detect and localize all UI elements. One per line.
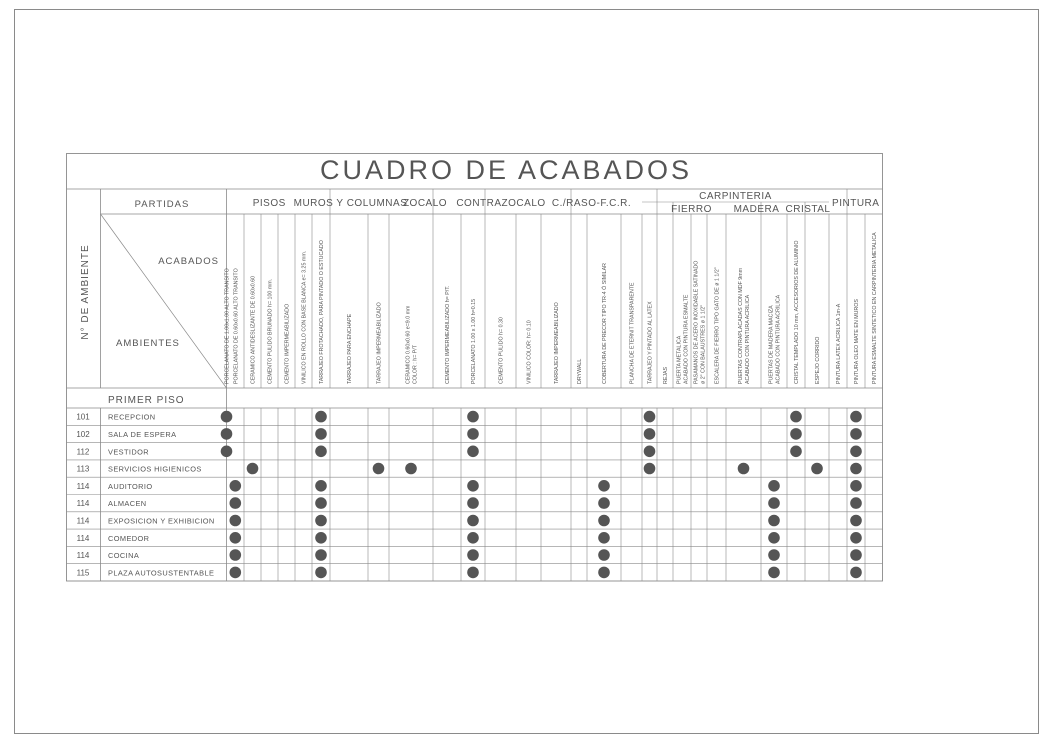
ambiente-name: VESTIDOR xyxy=(108,447,149,457)
finish-mark xyxy=(467,411,479,423)
ambiente-number: 102 xyxy=(76,429,90,439)
finish-mark xyxy=(467,515,479,527)
finish-mark xyxy=(315,428,327,440)
finish-mark xyxy=(221,446,233,458)
group-headers xyxy=(253,191,880,215)
group-header: ZOCALO xyxy=(402,198,448,209)
ambiente-name: SALA DE ESPERA xyxy=(108,429,177,439)
finish-mark xyxy=(850,411,862,423)
finish-mark xyxy=(850,497,862,509)
ambientes-header: AMBIENTES xyxy=(116,338,180,349)
finish-mark xyxy=(598,497,610,509)
group-header: PISOS xyxy=(252,198,286,209)
finish-mark xyxy=(644,446,656,458)
ambiente-number: 114 xyxy=(76,551,90,561)
column-headers xyxy=(225,232,878,384)
group-header: MUROS Y COLUMNAS xyxy=(293,198,408,209)
column-header: ACABADO CON PINTURA ACRILICA xyxy=(745,294,751,384)
ambiente-number: 115 xyxy=(76,568,90,578)
column-header: REJAS xyxy=(663,366,669,384)
ambiente-name: PLAZA AUTOSUSTENTABLE xyxy=(108,568,215,578)
column-header: ACABADO CON PINTURA ACRILICA xyxy=(775,294,782,384)
ambiente-number: 113 xyxy=(76,464,90,474)
finish-mark xyxy=(598,480,610,492)
finish-mark xyxy=(644,428,656,440)
finish-mark xyxy=(315,567,327,579)
column-header: TARRAJEO IMPERMEABILIZADO xyxy=(376,302,383,384)
column-header: DRYWALL xyxy=(577,358,583,384)
subgroup-header: FIERRO xyxy=(671,204,712,215)
finish-mark xyxy=(467,567,479,579)
finish-mark xyxy=(467,549,479,561)
table-row xyxy=(77,549,862,561)
ambiente-name: EXPOSICION Y EXHIBICION xyxy=(108,516,215,526)
finish-mark xyxy=(768,497,780,509)
finish-mark xyxy=(738,463,750,475)
finish-mark xyxy=(247,463,259,475)
finish-mark xyxy=(598,549,610,561)
column-header: VINILICO COLOR: h= 0.10 xyxy=(526,320,533,384)
table-row xyxy=(77,446,862,458)
group-header: C./RASO-F.C.R. xyxy=(551,198,632,209)
finish-mark xyxy=(467,446,479,458)
column-header: PORCELANATO DE 0.60x0.60 ALTO TRANSITO xyxy=(233,268,240,384)
finish-mark xyxy=(768,549,780,561)
ambiente-name: SERVICIOS HIGIENICOS xyxy=(108,464,202,474)
table-row xyxy=(77,567,862,579)
finish-mark xyxy=(790,446,802,458)
finish-mark xyxy=(315,480,327,492)
group-header: CONTRAZOCALO xyxy=(456,198,546,209)
finish-mark xyxy=(850,515,862,527)
column-header: PUERTAS DE MADERA MACIZA xyxy=(768,305,775,384)
subgroup-header: CRISTAL xyxy=(785,204,831,215)
group-header: PINTURA xyxy=(832,198,880,209)
column-header: ø 2" CON BALAUSTRES ø 1 1/2" xyxy=(700,304,707,384)
column-header: CRISTAL TEMPLADO 10 mm, ACCESORIOS DE ALUMINIO xyxy=(794,240,800,384)
column-header: CEMENTO IMPERMEABILIZADO h= P/T. xyxy=(445,285,451,384)
finish-mark xyxy=(850,428,862,440)
finish-mark xyxy=(315,532,327,544)
finish-mark xyxy=(644,463,656,475)
column-header: CEMENTO IMPERMEABILIZADO xyxy=(284,303,291,384)
column-header: CEMENTO PULIDO BRUNADO h= 100 mm. xyxy=(267,278,274,384)
column-header: COLOR : h= P/T xyxy=(412,344,419,384)
finish-mark xyxy=(315,411,327,423)
column-header: PUERTA METALICA xyxy=(676,335,683,384)
finish-mark xyxy=(405,463,417,475)
table-row xyxy=(77,515,862,527)
finish-mark xyxy=(230,549,242,561)
finish-mark xyxy=(850,446,862,458)
column-header: ESCALERA DE FIERRO TIPO GATO DE ø 1 1/2" xyxy=(714,267,721,384)
ambiente-number: 112 xyxy=(76,447,90,457)
column-header: PLANCHA DE ETERNIT TRANSPARENTE xyxy=(629,282,636,384)
finish-mark xyxy=(598,567,610,579)
finish-mark xyxy=(790,428,802,440)
finish-mark xyxy=(315,497,327,509)
finish-mark xyxy=(768,532,780,544)
table-row xyxy=(76,428,861,440)
finish-mark xyxy=(768,567,780,579)
finish-mark xyxy=(850,480,862,492)
partidas-header: PARTIDAS xyxy=(134,199,190,210)
ambiente-number: 114 xyxy=(76,516,90,526)
ambiente-name: RECEPCION xyxy=(108,412,156,422)
finish-mark xyxy=(315,515,327,527)
ambiente-number: 114 xyxy=(76,499,90,509)
ambiente-number-header: N° DE AMBIENTE xyxy=(80,244,91,340)
column-header: PASAMANOS DE ACERO INOXIDABLE SATINADO xyxy=(693,260,700,384)
finish-mark xyxy=(230,532,242,544)
ambiente-name: COMEDOR xyxy=(108,533,150,543)
ambiente-number: 114 xyxy=(76,481,90,491)
finish-mark xyxy=(850,549,862,561)
column-header: CERAMICO 0.60x0.60 e=9.0 mm xyxy=(405,305,412,384)
finish-mark xyxy=(230,515,242,527)
table-row xyxy=(77,497,862,509)
finish-mark xyxy=(315,549,327,561)
table-row xyxy=(77,463,862,475)
finish-mark xyxy=(467,532,479,544)
finish-mark xyxy=(598,515,610,527)
column-header: TARRAJEO Y PINTADO AL LATEX xyxy=(647,301,654,384)
finish-mark xyxy=(790,411,802,423)
finish-mark xyxy=(230,480,242,492)
table-row xyxy=(77,480,862,492)
column-header: CEMENTO PULIDO h= 0.30 xyxy=(498,317,505,384)
finish-mark xyxy=(850,463,862,475)
finish-mark xyxy=(598,532,610,544)
column-header: ACABADO CON PINTURA ESMALTE xyxy=(683,294,690,384)
finish-mark xyxy=(811,463,823,475)
acabados-header: ACABADOS xyxy=(158,256,219,267)
column-header: PINTURA LATEX ACRILICA 1m-A xyxy=(836,303,842,384)
finish-mark xyxy=(467,428,479,440)
finish-mark xyxy=(644,411,656,423)
column-header: PINTURA OLEO MATE EN MUROS xyxy=(854,299,860,384)
subgroup-header: MADERA xyxy=(733,204,780,215)
column-header: TARRAJEO PARA ENCHAPE xyxy=(347,313,353,384)
table-row xyxy=(77,532,862,544)
finish-mark xyxy=(221,411,233,423)
ambiente-name: AUDITORIO xyxy=(108,481,153,491)
column-header: PORCELANATO 1.00 x 1.00 h=0.15 xyxy=(471,298,477,384)
page-title: CUADRO DE ACABADOS xyxy=(319,155,693,185)
ambiente-number: 114 xyxy=(76,533,90,543)
column-header: PORCELANATO DE 1.00x1.00 ALTO TRANSITO xyxy=(224,268,231,384)
table-row xyxy=(76,411,861,423)
finish-mark xyxy=(230,497,242,509)
ambiente-name: COCINA xyxy=(108,551,140,561)
finish-mark xyxy=(850,532,862,544)
finish-mark xyxy=(230,567,242,579)
header-diagonal xyxy=(101,214,227,388)
column-header: ESPEJO CORRIDO xyxy=(815,336,821,384)
column-header: CERAMICO ANTIDESLIZANTE DE 0.60x0.60 xyxy=(250,275,257,384)
finish-mark xyxy=(467,497,479,509)
finish-mark xyxy=(768,480,780,492)
column-header: TARRAJEO IMPERMEABILIZADO xyxy=(554,302,560,384)
finish-mark xyxy=(315,446,327,458)
finish-mark xyxy=(467,480,479,492)
column-header: VINILICO EN ROLLO CON BASE BLANCA e= 3.25 mm. xyxy=(301,250,308,384)
finish-mark xyxy=(373,463,385,475)
column-header: PUERTAS CONTRAPLACADAS CON MDF 9mm xyxy=(738,267,744,384)
ambiente-name: ALMACEN xyxy=(108,499,147,509)
column-header: COBERTURA DE PRECOR TIPO TR-4 Ó SIMILAR xyxy=(602,263,608,384)
finish-mark xyxy=(850,567,862,579)
finish-mark xyxy=(221,428,233,440)
group-header: CARPINTERIA xyxy=(699,191,772,202)
column-header: PINTURA ESMALTE SINTETICO EN CARPINTERIA METALICA xyxy=(871,232,878,384)
finish-mark xyxy=(768,515,780,527)
ambiente-number: 101 xyxy=(76,412,90,422)
section-label: PRIMER PISO xyxy=(108,395,185,406)
column-header: TARRAJEO FROTACHADO, PARA PINTADO O ESTUCADO xyxy=(319,240,325,384)
